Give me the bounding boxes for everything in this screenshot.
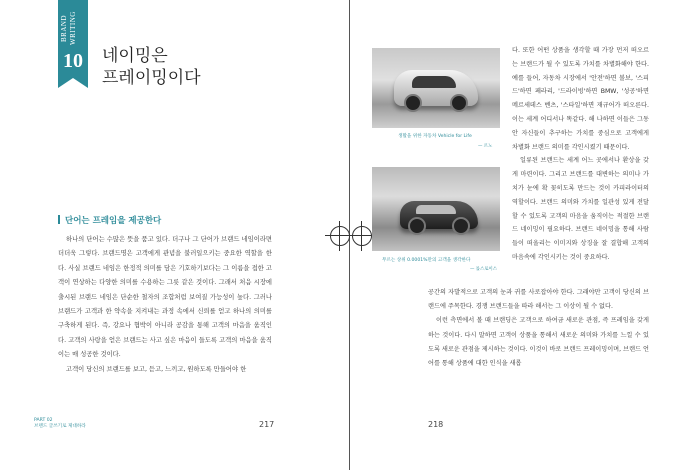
chapter-title-line1: 네이밍은 [102, 46, 168, 66]
chapter-number: 10 [63, 50, 83, 72]
page-number-right: 218 [428, 420, 444, 429]
right-body-text-bottom [428, 286, 649, 371]
photo-credit-1: — 르노 [478, 144, 493, 149]
paragraph: 다. 또한 어떤 상품을 생각할 때 가장 먼저 떠오르는 브랜드가 될 수 있도록 가치를 차별화해야 한다. 예를 들어, 자동차 시장에서 '안전'하면 볼보, '스피드'하면 페라리, '드라이빙'하면 BMW, '성공'하면 메르세데스 벤츠, '스타일'하면 재규어가 떠오른다. 이는 세계 어디서나 똑같다. 해 나하면 이들은 그동안 자신들이 추구하는 가치를 중심으로 고객에게 차별화 브랜드 의미를 각인시켰기 때문이다. [512, 47, 649, 151]
paragraph: 고객이 당신의 브랜드를 보고, 듣고, 느끼고, 원하도록 만들어야 한 [66, 365, 247, 373]
page-number-left: 217 [259, 420, 275, 429]
chapter-title [102, 45, 201, 89]
registration-mark-right [352, 226, 372, 246]
car-illustration [394, 70, 478, 106]
right-body-text-top [512, 44, 649, 265]
photo-caption-1: 생활을 위한 자동차 Vehicle for Life [398, 134, 472, 139]
paragraph: 하나의 단어는 수많은 뜻을 품고 있다. 더구나 그 단어가 브랜드 네임이라면 더더욱 그렇다. 브랜드명은 고객에게 관념을 불러일으키는 중요한 역할을 한다. 사실 브랜드 네임은 한정적 의미를 담은 기호하기보다는 그 이름을 접한 고객이 연상하는 다양한 의미를 수용하는 그릇 같은 것이다. 그래서 처음 시장에 출시된 브랜드 네임은 단순한 철자의 조합처럼 보여질 가능성이 높다. 그러나 브랜드가 고객과 한 약속을 지켜내는 과정 속에서 신뢰를 얻고 하나의 의미를 구축하게 된다. 즉, 강요나 협박이 아니라 공감을 통해 고객의 마음을 움직인다. 고객의 사랑을 얻은 브랜드는 사고 싶은 마음이 들도록 고객의 마음을 움직이는 매 성공한 것이다. [58, 236, 272, 359]
photo-credit-2: — 롤스로이스 [470, 267, 497, 272]
photo-caption-2: 무르는 상위 0.0001%만의 고객을 생각한다 [382, 258, 471, 263]
footer-part-label: PART 02 [34, 418, 53, 423]
car-illustration [400, 201, 478, 229]
left-body-text [58, 233, 272, 377]
paragraph: 공간의 자발적으로 고객의 눈과 귀를 사로잡아야 한다. 그래야만 고객이 당신의 브랜드에 주목한다. 경쟁 브랜드들을 따라 해서는 그 이상이 될 수 없다. [428, 289, 649, 311]
section-bar [58, 215, 60, 224]
paragraph: 이런 측면에서 볼 때 브랜딩은 고객으로 하여금 새로운 관점, 즉 프레임을 갖게 하는 것이다. 다시 말하면 고객이 상품을 통해서 새로운 의미와 가치를 느낄 수 있도록 새로운 관점을 제시하는 것이다. 이것이 바로 브랜드 프레이밍이며, 브랜드 언어를 통해 상품에 대한 인식을 새롭 [428, 317, 649, 368]
footer-part [34, 418, 86, 430]
car-photo-renault [372, 48, 500, 128]
section-heading-text: 단어는 프레임을 제공한다 [65, 216, 162, 226]
ribbon-label: BRAND WRITING [60, 11, 77, 45]
paragraph: 일류된 브랜드는 세계 어느 곳에서나 환상을 갖게 마련이다. 그리고 브랜드를 대변하는 의미나 가치가 눈에 확 꽂히도록 만드는 것이 카피라이터의 역할이다. 브랜드 의미와 가치를 일관성 있게 전달할 수 있도록 고객의 마음을 움직이는 적절한 브랜드 네이밍이 필요하다. 브랜드 네이밍을 통해 사람들이 떠올리는 이미지와 상징을 잘 결합해 고객의 마음속에 각인시키는 것이 중요하다. [512, 157, 649, 261]
registration-mark-left [330, 226, 350, 246]
section-heading [58, 214, 161, 226]
chapter-title-line2: 프레이밍이다 [102, 68, 201, 88]
footer-subtitle: 브랜드 글쓰기로 제대하라 [34, 424, 86, 429]
car-photo-rollsroyce [372, 167, 500, 251]
